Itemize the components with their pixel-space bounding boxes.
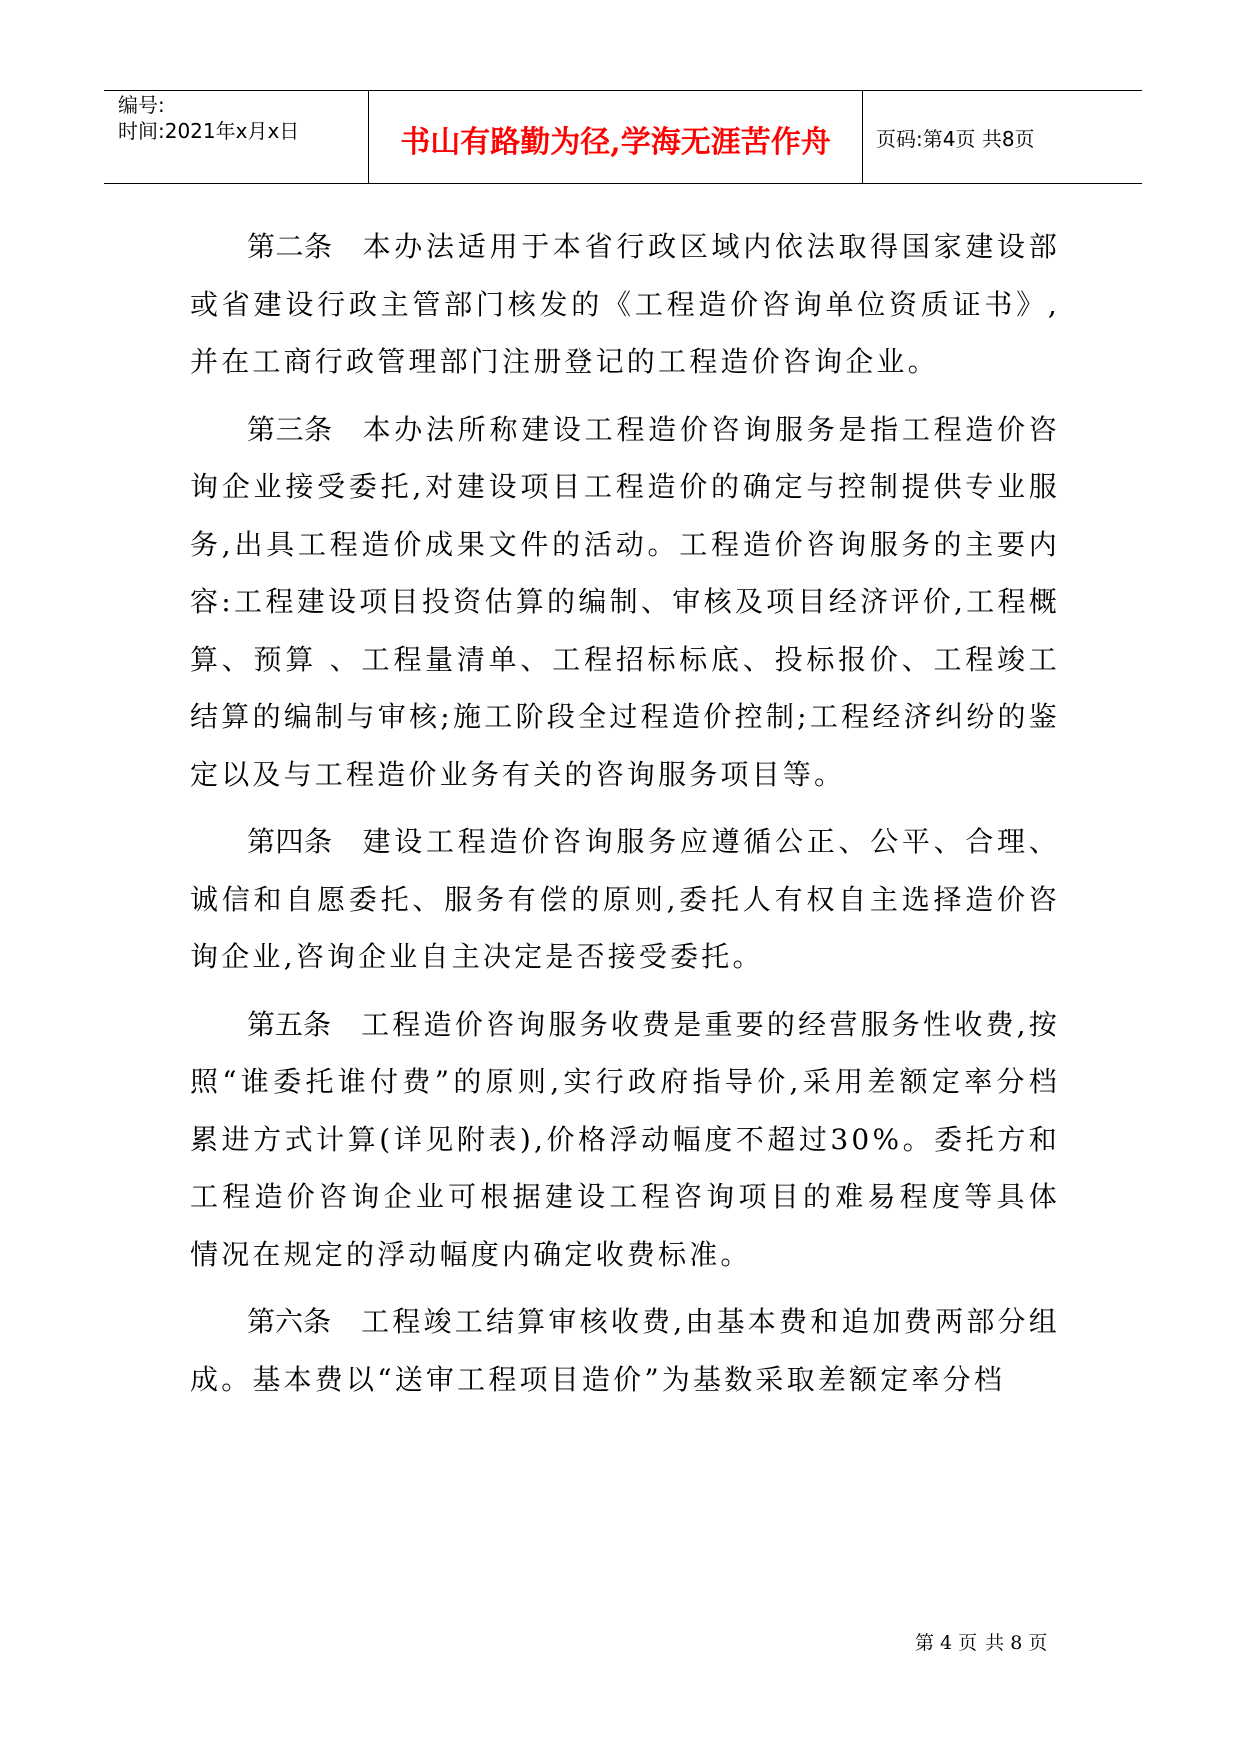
article-text: 本办法适用于本省行政区域内依法取得国家建设部或省建设行政主管部门核发的《工程造价咨询单位资质证书》,并在工商行政管理部门注册登记的工程造价咨询企业。 — [190, 230, 1060, 378]
document-body — [190, 218, 1060, 1418]
header-page-cell — [864, 91, 1142, 183]
header-motto-cell — [369, 91, 863, 183]
footer-page-total: 共 8 页 — [985, 1632, 1048, 1654]
footer-page-current: 第 4 页 — [915, 1632, 978, 1654]
article-paragraph — [190, 401, 1060, 804]
document-header — [104, 90, 1142, 184]
article-text: 本办法所称建设工程造价咨询服务是指工程造价咨询企业接受委托,对建设项目工程造价的确定与控制提供专业服务,出具工程造价成果文件的活动。工程造价咨询服务的主要内容:工程建设项目投资估算的编制、审核及项目经济评价,工程概算、预算 、工程量清单、工程招标标底、投标报价、工程竣工结算的编制与审核;施工阶段全过程造价控制;工程经济纠纷的鉴定以及与工程造价业务有关的咨询服务项目等。 — [190, 412, 1060, 791]
article-paragraph — [190, 813, 1060, 986]
article-title: 第三条 — [247, 412, 333, 446]
header-motto: 书山有路勤为径,学海无涯苦作舟 — [400, 125, 831, 160]
document-number-label: 编号: — [118, 93, 165, 117]
header-meta-cell — [104, 91, 369, 183]
article-title: 第六条 — [247, 1305, 332, 1338]
page-footer — [915, 1628, 1055, 1655]
article-title: 第二条 — [247, 230, 333, 263]
article-title: 第四条 — [247, 825, 333, 858]
article-text: 建设工程造价咨询服务应遵循公正、公平、合理、诚信和自愿委托、服务有偿的原则,委托人有权自主选择造价咨询企业,咨询企业自主决定是否接受委托。 — [190, 825, 1060, 973]
article-title: 第五条 — [247, 1007, 332, 1041]
article-paragraph — [190, 996, 1060, 1284]
article-paragraph — [190, 1293, 1060, 1408]
document-time-label: 时间:2021年x月x日 — [118, 119, 300, 143]
article-paragraph — [190, 218, 1060, 391]
article-text: 工程造价咨询服务收费是重要的经营服务性收费,按照“谁委托谁付费”的原则,实行政府指导价,采用差额定率分档累进方式计算(详见附表),价格浮动幅度不超过30%。委托方和工程造价咨询企业可根据建设工程咨询项目的难易程度等具体情况在规定的浮动幅度内确定收费标准。 — [190, 1007, 1060, 1271]
article-text: 工程竣工结算审核收费,由基本费和追加费两部分组成。基本费以“送审工程项目造价”为基数采取差额定率分档 — [190, 1305, 1060, 1396]
header-page-code: 页码:第4页 共8页 — [876, 127, 1035, 151]
